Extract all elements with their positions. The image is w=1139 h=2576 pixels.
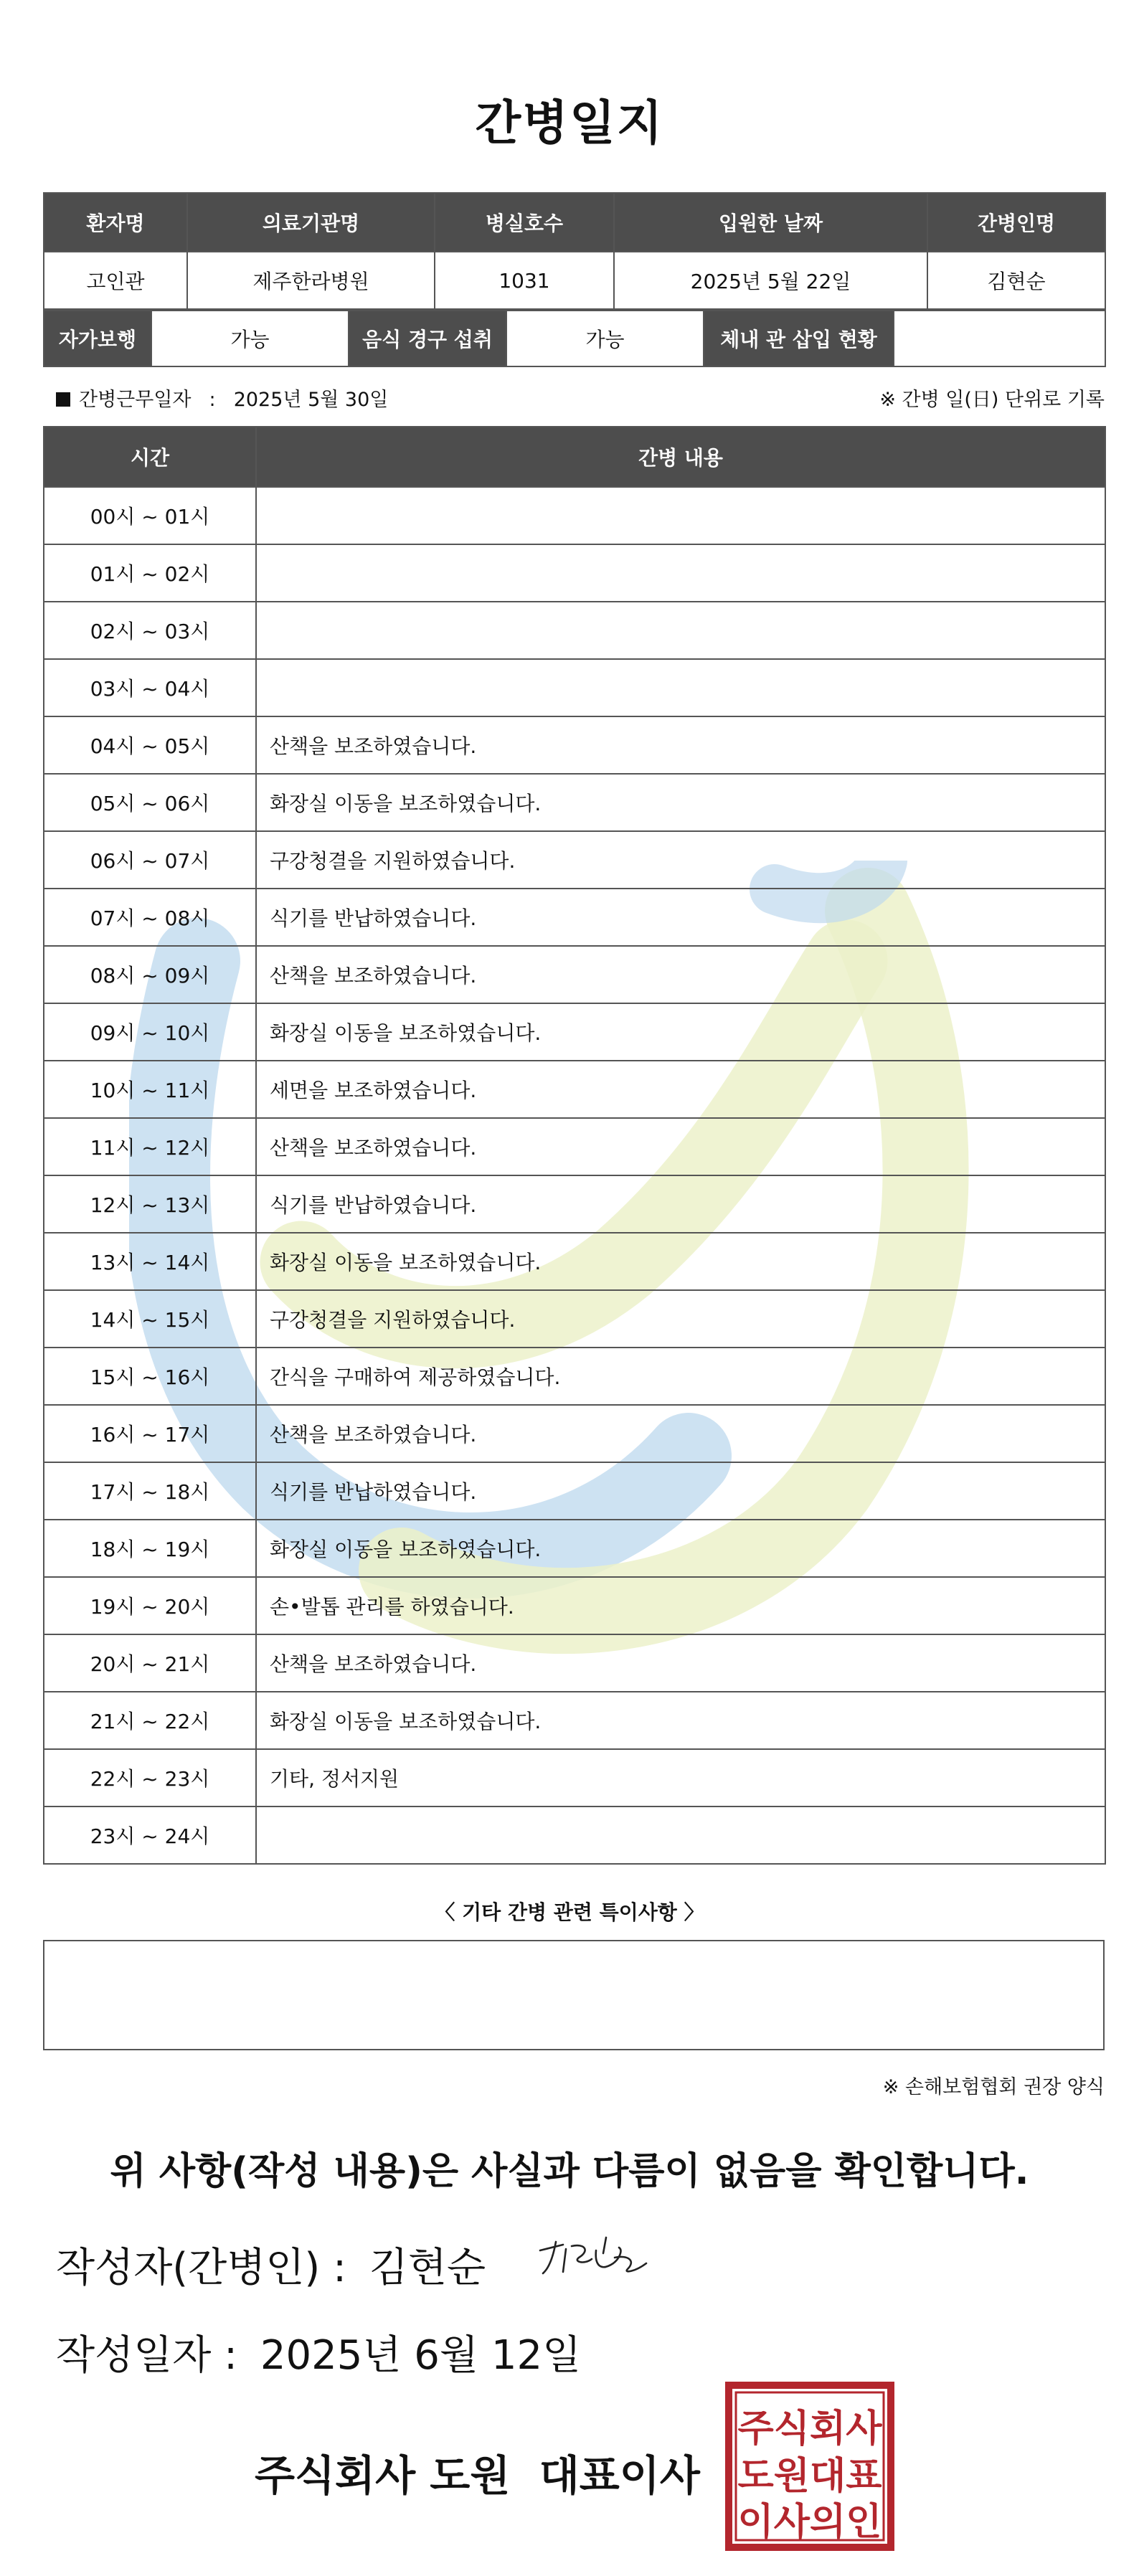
content-cell: 기타, 정서지원 (256, 1749, 1105, 1806)
content-cell: 식기를 반납하였습니다. (256, 1175, 1105, 1233)
table-row (44, 1634, 1105, 1692)
patient-name: 고인관 (44, 252, 187, 309)
content-cell: 화장실 이동을 보조하였습니다. (256, 1233, 1105, 1290)
seal-text-line: 주식회사 (737, 2407, 882, 2450)
table-row (44, 1749, 1105, 1806)
tube-status-value (894, 311, 1105, 366)
content-cell: 세면을 보조하였습니다. (256, 1061, 1105, 1118)
table-row (44, 1462, 1105, 1520)
time-cell: 12시 ~ 13시 (44, 1175, 256, 1233)
signature-icon (534, 2229, 656, 2286)
admission-date-header: 입원한 날짜 (614, 193, 927, 252)
confirmation-statement: 위 사항(작성 내용)은 사실과 다름이 없음을 확인합니다. (110, 2150, 1029, 2193)
work-date-value: 2025년 5월 30일 (233, 389, 389, 411)
unit-note: ※ 간병 일(日) 단위로 기록 (879, 389, 1105, 411)
time-cell: 01시 ~ 02시 (44, 544, 256, 602)
time-cell: 00시 ~ 01시 (44, 487, 256, 544)
caregiver-header: 간병인명 (927, 193, 1105, 252)
document-title: 간병일지 (475, 95, 664, 151)
content-cell: 산책을 보조하였습니다. (256, 1634, 1105, 1692)
table-row (44, 1577, 1105, 1634)
table-row (44, 716, 1105, 774)
table-row (44, 774, 1105, 831)
content-cell: 구강청결을 지원하였습니다. (256, 1290, 1105, 1348)
table-row (44, 1692, 1105, 1749)
content-cell: 산책을 보조하였습니다. (256, 1118, 1105, 1175)
content-cell: 화장실 이동을 보조하였습니다. (256, 1003, 1105, 1061)
content-cell: 구강청결을 지원하였습니다. (256, 831, 1105, 889)
table-row (44, 1290, 1105, 1348)
writer-label: 작성자(간병인) : (56, 2245, 346, 2291)
table-row (44, 487, 1105, 544)
self-walk-value: 가능 (151, 311, 349, 366)
content-cell: 식기를 반납하였습니다. (256, 889, 1105, 946)
content-cell (256, 544, 1105, 602)
time-cell: 11시 ~ 12시 (44, 1118, 256, 1175)
table-row (44, 1806, 1105, 1864)
time-cell: 08시 ~ 09시 (44, 946, 256, 1003)
table-row (44, 544, 1105, 602)
time-cell: 14시 ~ 15시 (44, 1290, 256, 1348)
time-cell: 23시 ~ 24시 (44, 1806, 256, 1864)
table-row (44, 1233, 1105, 1290)
work-date-separator: : (209, 389, 216, 411)
table-row (44, 831, 1105, 889)
content-cell: 화장실 이동을 보조하였습니다. (256, 1520, 1105, 1577)
form-note: ※ 손해보험협회 권장 양식 (882, 2076, 1105, 2098)
content-cell (256, 659, 1105, 716)
table-row (44, 1003, 1105, 1061)
special-notes-box (43, 1940, 1105, 2050)
time-cell: 15시 ~ 16시 (44, 1348, 256, 1405)
care-log-table (43, 426, 1106, 1865)
seal-text-line: 이사의인 (737, 2501, 882, 2544)
table-row (44, 889, 1105, 946)
time-cell: 06시 ~ 07시 (44, 831, 256, 889)
content-cell: 식기를 반납하였습니다. (256, 1462, 1105, 1520)
written-date-label: 작성일자 : (56, 2332, 238, 2379)
time-cell: 09시 ~ 10시 (44, 1003, 256, 1061)
care-log-rows (44, 487, 1105, 1864)
room-number: 1031 (435, 252, 614, 309)
table-row (44, 1061, 1105, 1118)
caregiver-name: 김현순 (927, 252, 1105, 309)
hospital-header: 의료기관명 (187, 193, 435, 252)
time-cell: 10시 ~ 11시 (44, 1061, 256, 1118)
seal-text-line: 도원대표 (737, 2455, 882, 2498)
oral-intake-label: 음식 경구 섭취 (349, 311, 506, 366)
self-walk-label: 자가보행 (44, 311, 151, 366)
special-notes-title: 〈 기타 간병 관련 특이사항 〉 (435, 1900, 704, 1924)
hospital-name: 제주한라병원 (187, 252, 435, 309)
time-cell: 07시 ~ 08시 (44, 889, 256, 946)
content-cell: 간식을 구매하여 제공하였습니다. (256, 1348, 1105, 1405)
content-cell: 손•발톱 관리를 하였습니다. (256, 1577, 1105, 1634)
content-cell: 산책을 보조하였습니다. (256, 1405, 1105, 1462)
written-date-value: 2025년 6월 12일 (260, 2332, 582, 2379)
content-cell: 산책을 보조하였습니다. (256, 716, 1105, 774)
table-row (44, 1520, 1105, 1577)
time-cell: 04시 ~ 05시 (44, 716, 256, 774)
time-cell: 03시 ~ 04시 (44, 659, 256, 716)
content-cell (256, 487, 1105, 544)
content-cell: 화장실 이동을 보조하였습니다. (256, 1692, 1105, 1749)
time-cell: 18시 ~ 19시 (44, 1520, 256, 1577)
condition-table (43, 310, 1106, 367)
written-date-line (56, 2324, 581, 2381)
table-row (44, 602, 1105, 659)
patient-info-table (43, 192, 1106, 310)
oral-intake-value: 가능 (506, 311, 704, 366)
patient-name-header: 환자명 (44, 193, 187, 252)
table-row (44, 946, 1105, 1003)
work-date-line (56, 384, 388, 412)
time-cell: 02시 ~ 03시 (44, 602, 256, 659)
table-row (44, 1405, 1105, 1462)
content-cell: 화장실 이동을 보조하였습니다. (256, 774, 1105, 831)
time-cell: 13시 ~ 14시 (44, 1233, 256, 1290)
time-cell: 16시 ~ 17시 (44, 1405, 256, 1462)
time-cell: 20시 ~ 21시 (44, 1634, 256, 1692)
content-cell (256, 602, 1105, 659)
time-cell: 21시 ~ 22시 (44, 1692, 256, 1749)
writer-name: 김현순 (369, 2245, 486, 2291)
room-header: 병실호수 (435, 193, 614, 252)
time-cell: 19시 ~ 20시 (44, 1577, 256, 1634)
content-column-header: 간병 내용 (256, 427, 1105, 487)
writer-line (56, 2236, 486, 2293)
tube-status-label: 체내 관 삽입 현황 (704, 311, 894, 366)
table-row (44, 1348, 1105, 1405)
square-bullet-icon (56, 392, 70, 407)
time-cell: 05시 ~ 06시 (44, 774, 256, 831)
time-cell: 17시 ~ 18시 (44, 1462, 256, 1520)
company-seal-icon (724, 2381, 895, 2552)
time-column-header: 시간 (44, 427, 256, 487)
content-cell: 산책을 보조하였습니다. (256, 946, 1105, 1003)
content-cell (256, 1806, 1105, 1864)
company-representative: 주식회사 도원 대표이사 (255, 2451, 700, 2500)
time-cell: 22시 ~ 23시 (44, 1749, 256, 1806)
table-row (44, 659, 1105, 716)
table-row (44, 1118, 1105, 1175)
table-row (44, 1175, 1105, 1233)
admission-date: 2025년 5월 22일 (614, 252, 927, 309)
work-date-label: 간병근무일자 (79, 389, 192, 411)
